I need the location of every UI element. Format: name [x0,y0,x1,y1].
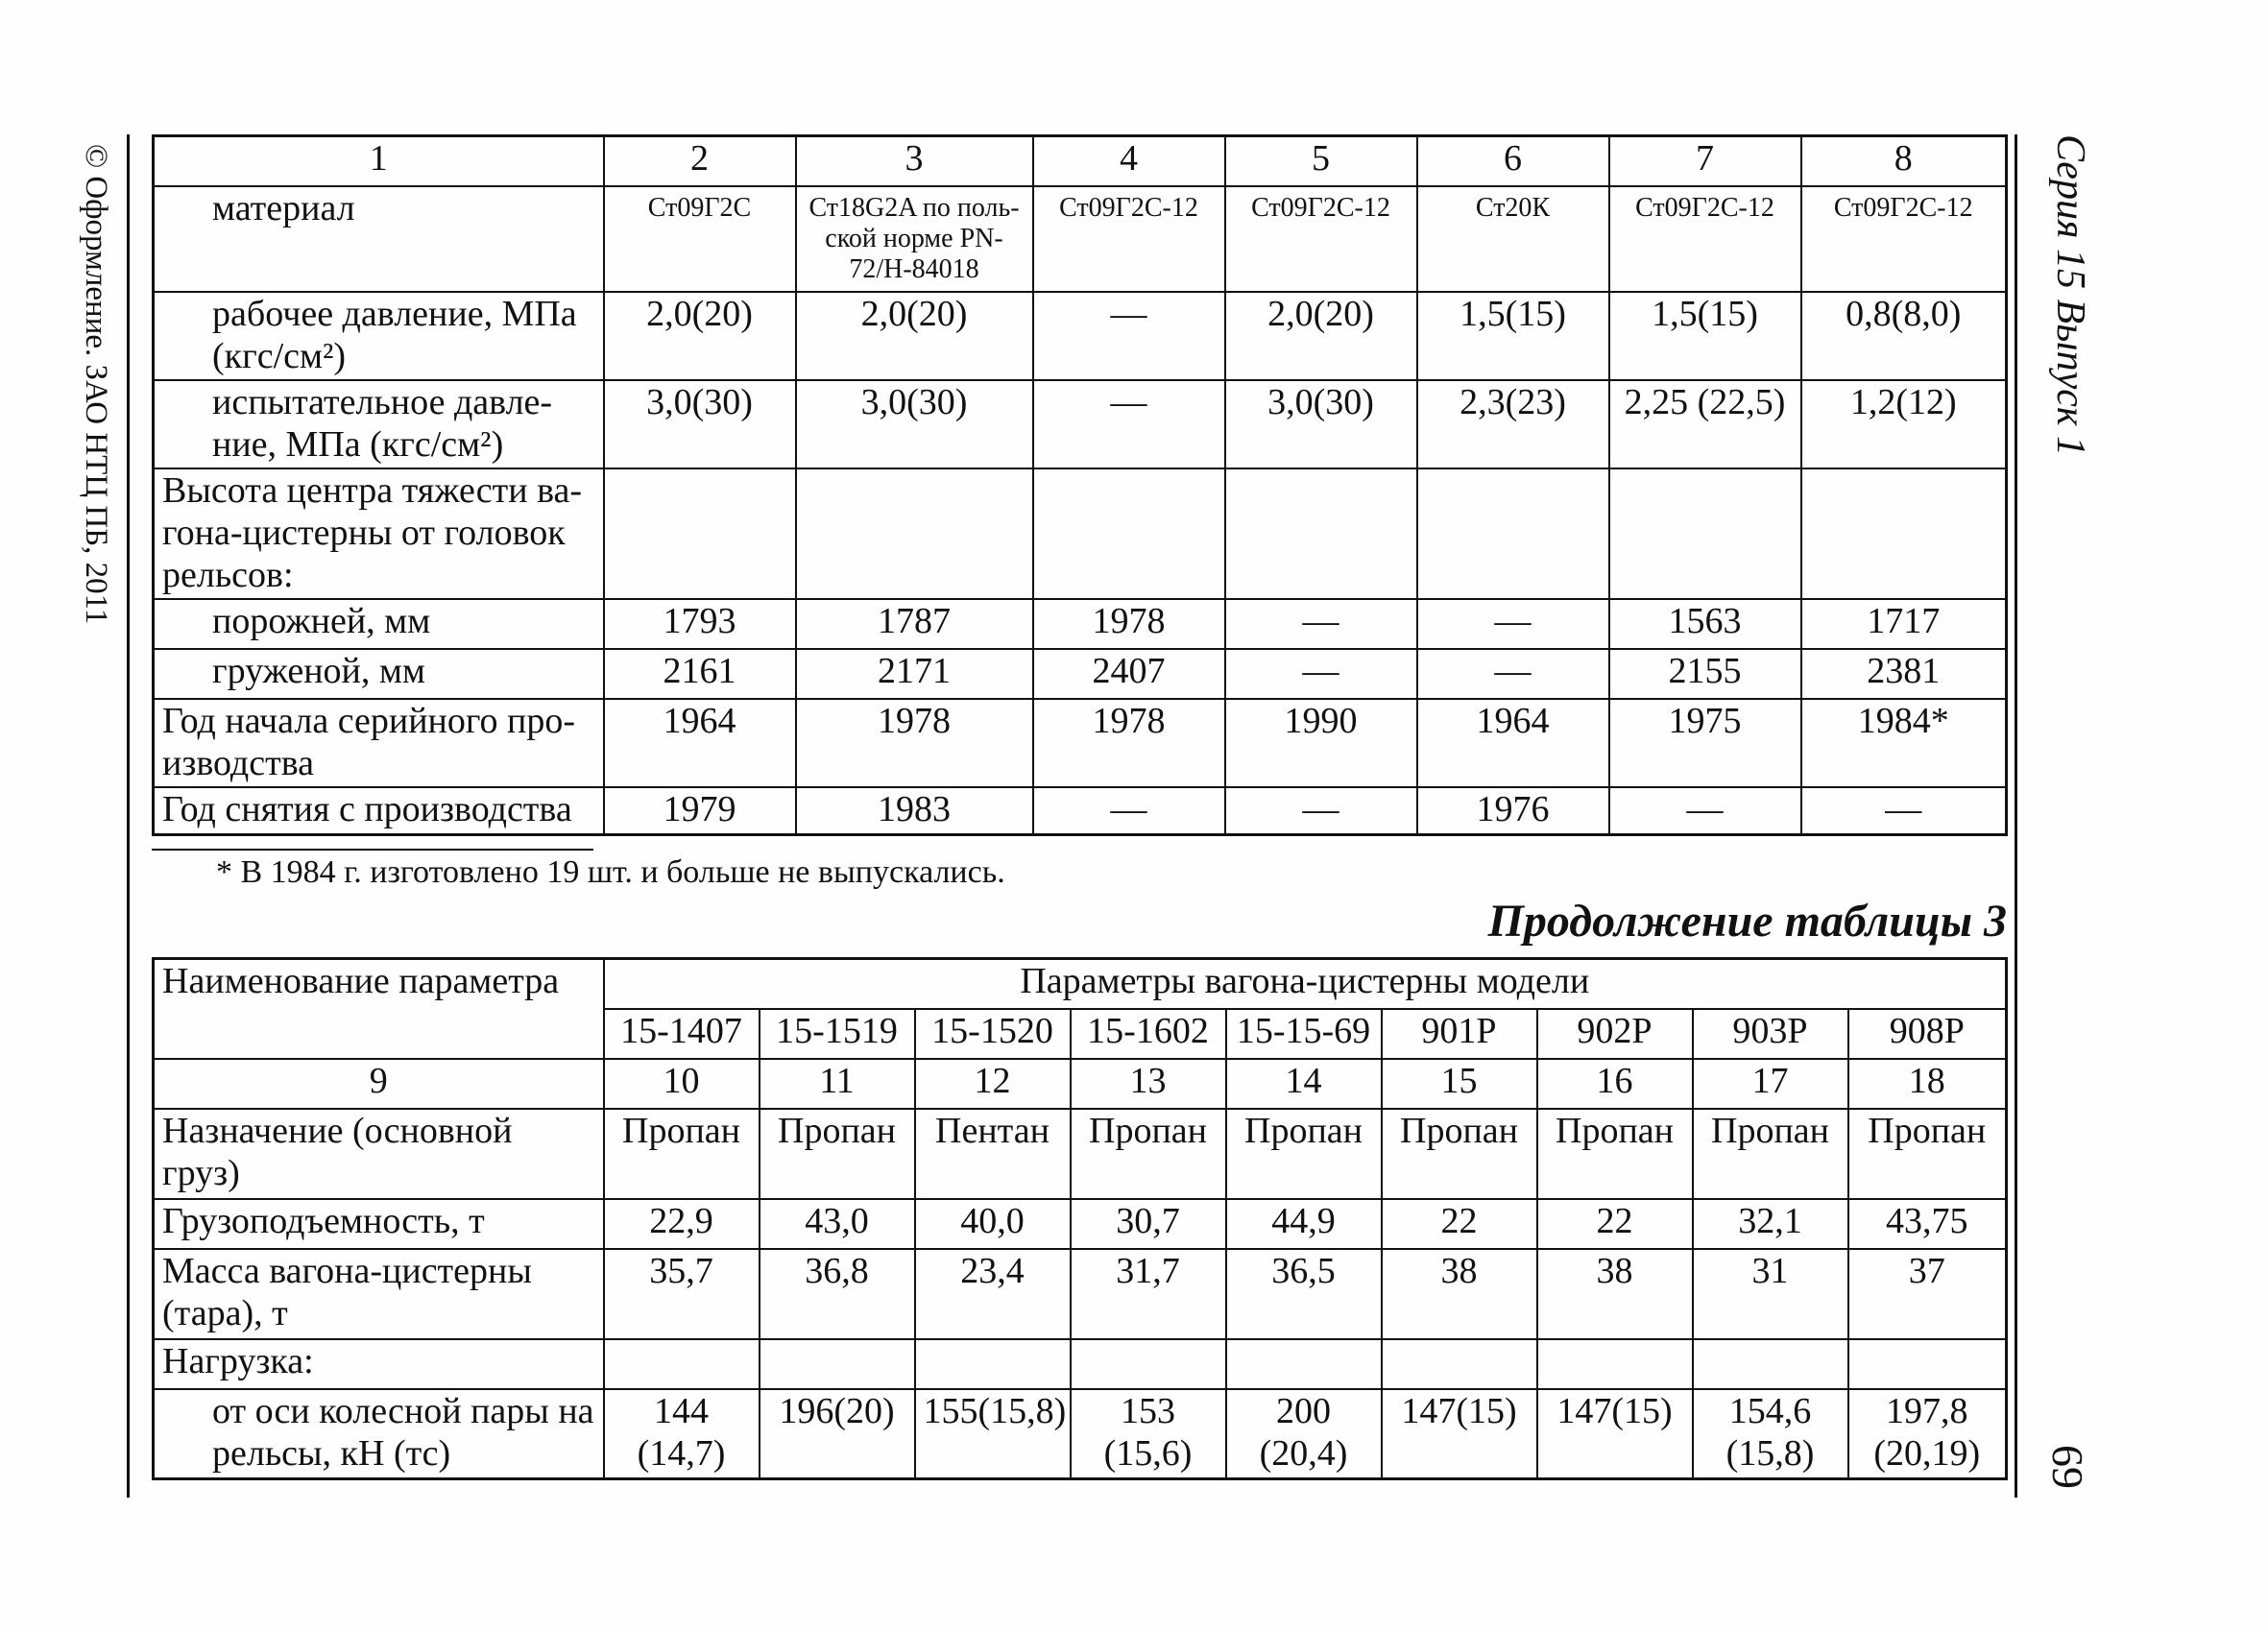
table-cell: 3,0(30) [1225,380,1417,468]
row-label: груженой, мм [154,649,604,699]
table-cell: 197,8 (20,19) [1848,1389,2007,1479]
row-label: Масса вагона-цистерны (тара), т [154,1249,604,1339]
table-row [154,1389,2007,1479]
model-cell: 15-1407 [604,1009,760,1059]
table-cell: Ст09Г2С [604,186,796,292]
table-cell: Пропан [1693,1109,1848,1199]
model-cell: 15-1519 [760,1009,915,1059]
number-cell: 18 [1848,1059,2007,1109]
table-cell: 2171 [796,649,1033,699]
table-cell: 22,9 [604,1199,760,1249]
table-cell: 22 [1382,1199,1537,1249]
table-cell: 2,0(20) [604,292,796,380]
table-cell: — [1609,787,1801,835]
table-row [154,599,2007,649]
table-group-header-row [154,959,2007,1009]
table-cell: 155(15,8) [915,1389,1071,1479]
right-rule [2015,134,2017,1498]
series-margin-note: Серия 15 Выпуск 1 [2048,134,2092,456]
table-cell: 38 [1382,1249,1537,1339]
model-cell: 15-1520 [915,1009,1071,1059]
row-label: Грузоподъемность, т [154,1199,604,1249]
table-cell: 1,2(12) [1801,380,2007,468]
table-cell: 40,0 [915,1199,1071,1249]
table-cell: — [1417,649,1609,699]
table-cell: 44,9 [1226,1199,1382,1249]
header-cell: 3 [796,136,1033,186]
table-cell: 0,8(8,0) [1801,292,2007,380]
table-cell: Пентан [915,1109,1071,1199]
table-cell: 1978 [796,699,1033,787]
table-cell [915,1339,1071,1389]
table-3-part-1 [152,134,2008,836]
table-row [154,699,2007,787]
table-cell: 2,25 (22,5) [1609,380,1801,468]
number-cell: 10 [604,1059,760,1109]
table-cell: 32,1 [1693,1199,1848,1249]
table-cell [1609,468,1801,599]
table-cell: 1717 [1801,599,2007,649]
table-cell [1226,1339,1382,1389]
table-cell: 23,4 [915,1249,1071,1339]
table-cell [1225,468,1417,599]
table-cell [1033,468,1225,599]
table-row [154,1339,2007,1389]
table-cell: — [1417,599,1609,649]
table-cell: 200 (20,4) [1226,1389,1382,1479]
table-cell: 36,5 [1226,1249,1382,1339]
table-row [154,649,2007,699]
table-cell: 147(15) [1537,1389,1693,1479]
table-cell: 1793 [604,599,796,649]
table-cell: 31 [1693,1249,1848,1339]
model-cell: 15-15-69 [1226,1009,1382,1059]
table-cell: 30,7 [1071,1199,1226,1249]
number-cell: 14 [1226,1059,1382,1109]
header-cell: 5 [1225,136,1417,186]
table-cell: Пропан [1537,1109,1693,1199]
number-cell: 15 [1382,1059,1537,1109]
table-cell: — [1225,787,1417,835]
table-cell: 36,8 [760,1249,915,1339]
group-header: Параметры вагона-цистерны модели [604,959,2007,1009]
table-row [154,186,2007,292]
table-cell: 35,7 [604,1249,760,1339]
table-cell [604,468,796,599]
table-row [154,292,2007,380]
table-cell: 38 [1537,1249,1693,1339]
table-cell: 1983 [796,787,1033,835]
table-cell: — [1225,649,1417,699]
table-cell: Пропан [1071,1109,1226,1199]
table-row [154,1199,2007,1249]
table-cell: 37 [1848,1249,2007,1339]
table-cell: Ст09Г2С-12 [1609,186,1801,292]
param-header: Наименование параметра [154,959,604,1059]
footnote: * В 1984 г. изготовлено 19 шт. и больше не выпускались. [216,854,1005,890]
table-cell [1382,1339,1537,1389]
table-cell: 1984* [1801,699,2007,787]
model-cell: 902Р [1537,1009,1693,1059]
row-label: порожней, мм [154,599,604,649]
table-cell: 1979 [604,787,796,835]
model-cell: 903Р [1693,1009,1848,1059]
table-cell: 3,0(30) [796,380,1033,468]
table-cell: 2381 [1801,649,2007,699]
number-cell: 11 [760,1059,915,1109]
table-cell: 43,0 [760,1199,915,1249]
table-cell: Ст20К [1417,186,1609,292]
table-cell: 1563 [1609,599,1801,649]
table-cell: 154,6 (15,8) [1693,1389,1848,1479]
table-cell: 1787 [796,599,1033,649]
copyright-margin-note: © Оформление. ЗАО НТЦ ПБ, 2011 [79,144,113,625]
table-row [154,787,2007,835]
table-cell: 2407 [1033,649,1225,699]
header-cell: 6 [1417,136,1609,186]
row-label: материал [154,186,604,292]
table-cell: 1978 [1033,599,1225,649]
number-cell: 12 [915,1059,1071,1109]
row-label: Нагрузка: [154,1339,604,1389]
table-row [154,380,2007,468]
left-rule [127,134,130,1498]
table-cell: — [1033,787,1225,835]
table-cell: 31,7 [1071,1249,1226,1339]
table-cell: Пропан [1848,1109,2007,1199]
table-cell: 1,5(15) [1417,292,1609,380]
table-cell: Пропан [1226,1109,1382,1199]
table-cell: 1,5(15) [1609,292,1801,380]
table-cell: Пропан [760,1109,915,1199]
table-cell [1537,1339,1693,1389]
table-cell: 2,3(23) [1417,380,1609,468]
page-number: 69 [2043,1445,2092,1489]
table-cell [760,1339,915,1389]
header-cell: 7 [1609,136,1801,186]
table-cell [1801,468,2007,599]
row-label: Назначение (основной груз) [154,1109,604,1199]
table-cell: 1978 [1033,699,1225,787]
table-cell [604,1339,760,1389]
continuation-title: Продолжение таблицы 3 [1487,896,2007,947]
table-cell: — [1033,380,1225,468]
table-cell: 1976 [1417,787,1609,835]
table-cell: 1964 [604,699,796,787]
footnote-divider [152,849,593,851]
table-cell: — [1225,599,1417,649]
table-cell: Пропан [604,1109,760,1199]
row-label: Высота центра тяжести ва-гона-цистерны от головок рельсов: [154,468,604,599]
table-cell: 196(20) [760,1389,915,1479]
table-row [154,1249,2007,1339]
row-label: рабочее давление, МПа (кгс/см²) [154,292,604,380]
table-cell: 2,0(20) [1225,292,1417,380]
number-header-row [154,1059,2007,1109]
table-cell: 1990 [1225,699,1417,787]
table-cell: Ст09Г2С-12 [1225,186,1417,292]
table-cell: 144 (14,7) [604,1389,760,1479]
table-header-row [154,136,2007,186]
table-row [154,468,2007,599]
table-cell [1071,1339,1226,1389]
table-cell: 2,0(20) [796,292,1033,380]
row-label: Год снятия с производства [154,787,604,835]
table-cell: Ст09Г2С-12 [1033,186,1225,292]
table-cell [1848,1339,2007,1389]
table-cell [1693,1339,1848,1389]
table-cell: 3,0(30) [604,380,796,468]
row-label: испытательное давле-ние, МПа (кгс/см²) [154,380,604,468]
table-cell [796,468,1033,599]
table-cell: Ст18G2A по поль-ской норме PN-72/H-84018 [796,186,1033,292]
table-cell: 147(15) [1382,1389,1537,1479]
number-cell: 13 [1071,1059,1226,1109]
table-cell: 43,75 [1848,1199,2007,1249]
number-cell: 17 [1693,1059,1848,1109]
table-cell: Ст09Г2С-12 [1801,186,2007,292]
header-cell: 1 [154,136,604,186]
row-label: от оси колесной пары на рельсы, кН (тс) [154,1389,604,1479]
model-cell: 901Р [1382,1009,1537,1059]
table-cell: 2161 [604,649,796,699]
number-cell: 16 [1537,1059,1693,1109]
table-3-part-2 [152,957,2008,1480]
table-cell: Пропан [1382,1109,1537,1199]
row-label: Год начала серийного про-изводства [154,699,604,787]
header-cell: 4 [1033,136,1225,186]
table-cell: 153 (15,6) [1071,1389,1226,1479]
table-cell: 22 [1537,1199,1693,1249]
model-cell: 908Р [1848,1009,2007,1059]
table-cell [1417,468,1609,599]
header-cell: 2 [604,136,796,186]
table-cell: 1975 [1609,699,1801,787]
model-cell: 15-1602 [1071,1009,1226,1059]
number-cell: 9 [154,1059,604,1109]
table-cell: 1964 [1417,699,1609,787]
table-cell: — [1801,787,2007,835]
table-row [154,1109,2007,1199]
table-cell: — [1033,292,1225,380]
header-cell: 8 [1801,136,2007,186]
table-cell: 2155 [1609,649,1801,699]
